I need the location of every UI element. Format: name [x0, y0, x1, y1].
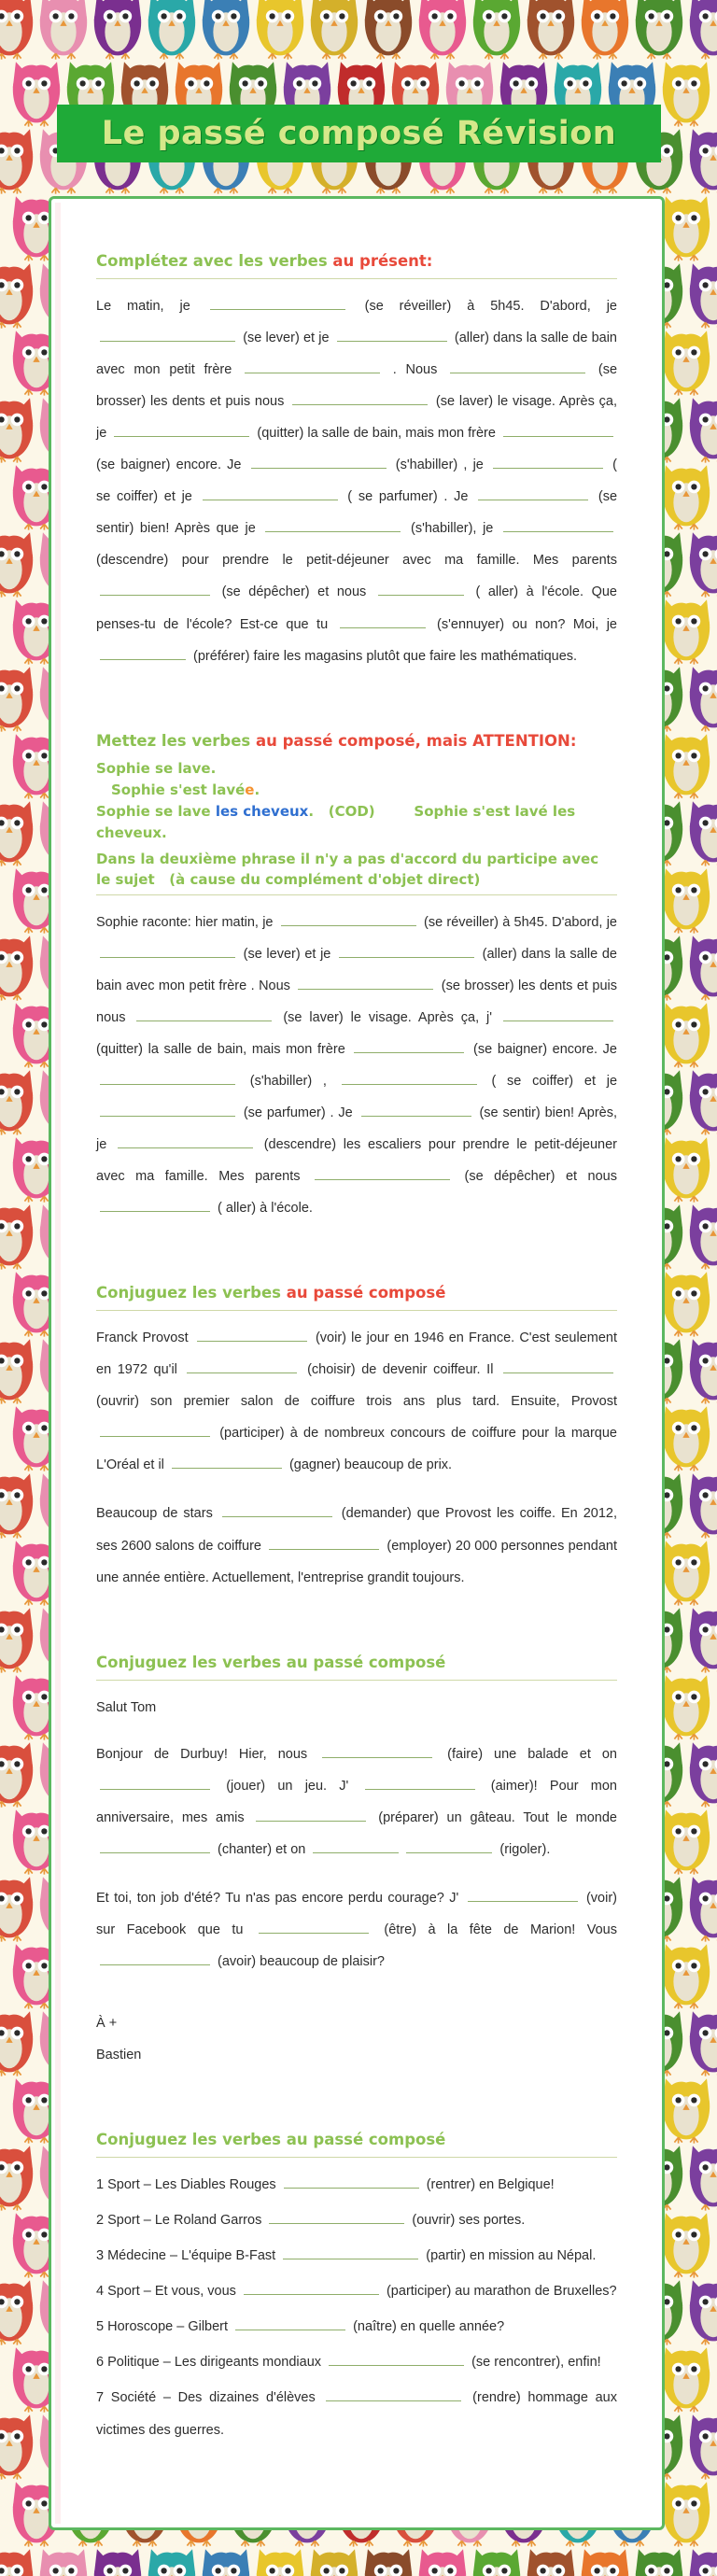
exercise-text: (s'habiller) ,	[239, 1073, 338, 1089]
section-divider	[96, 894, 617, 895]
exercise-text: (préparer) un gâteau. Tout le monde	[370, 1809, 617, 1825]
exercise-text: (rigoler).	[496, 1841, 551, 1857]
answer-blank[interactable]	[503, 423, 613, 437]
answer-blank[interactable]	[100, 328, 235, 342]
section-heading	[96, 250, 617, 273]
answer-blank[interactable]	[100, 582, 210, 596]
exercise-text: 7 Société – Des dizaines d'élèves	[96, 2390, 323, 2406]
exercise-text: 2 Sport – Le Roland Garros	[96, 2213, 266, 2229]
exercise-paragraph	[96, 290, 617, 672]
exercise-text: (demander) que Provost les coiffe. En 2012, ses 2600 salons de coiffure	[96, 1506, 617, 1554]
answer-blank[interactable]	[235, 2316, 345, 2330]
exercise-text: 6 Politique – Les dirigeants mondiaux	[96, 2355, 326, 2371]
answer-blank[interactable]	[100, 943, 235, 957]
answer-blank[interactable]	[292, 391, 428, 405]
answer-blank[interactable]	[493, 455, 603, 469]
exercise-text: (se brosser) les dents et puis nous	[96, 362, 618, 410]
example-text-tail: .	[254, 781, 260, 798]
answer-blank[interactable]	[468, 1888, 578, 1902]
exercise-text: (être) à la fête de Marion! Vous	[372, 1921, 617, 1937]
exercise-text: (se laver) le visage. Après ça, je	[96, 394, 617, 442]
exercise-text: ( se parfumer) . Je	[341, 489, 475, 505]
exercise-text: (se rencontrer), enfin!	[468, 2355, 601, 2371]
exercise-text: (se baigner) encore. Je	[468, 1041, 617, 1057]
answer-blank[interactable]	[100, 1198, 210, 1212]
exercise-text: Sophie raconte: hier matin, je	[96, 914, 277, 930]
exercise-text: (partir) en mission au Népal.	[422, 2248, 597, 2264]
list-item	[96, 2311, 617, 2343]
section-heading-plain: Conjuguez les verbes	[96, 1284, 287, 1302]
exercise-paragraph	[96, 1322, 617, 1481]
answer-blank[interactable]	[256, 1808, 366, 1822]
exercise-text: ( se coiffer) et je	[480, 1073, 618, 1089]
answer-blank[interactable]	[244, 2281, 379, 2295]
exercise-text: (employer) 20 000 personnes pendant une année entière. Actuellement, l'entreprise grandit toujours.	[96, 1538, 617, 1585]
example-text: Sophie se lave.	[96, 759, 217, 777]
exercise-paragraph	[96, 1498, 617, 1593]
exercise-text: (aller) dans la salle de bain avec mon petit frère . Nous	[96, 946, 617, 993]
exercise-text: Bonjour de Durbuy! Hier, nous	[96, 1746, 319, 1762]
example-text: Sophie s'est lavé	[111, 781, 246, 798]
exercise-text: ( aller) à l'école.	[214, 1201, 313, 1217]
exercise-text: (ouvrir) son premier salon de coiffure trois ans plus tard. Ensuite, Provost	[96, 1394, 617, 1410]
spacer	[96, 672, 617, 730]
answer-blank[interactable]	[100, 1775, 210, 1789]
answer-blank[interactable]	[100, 1951, 210, 1965]
exercise-text: (se réveiller) à 5h45. D'abord, je	[419, 914, 617, 930]
exercise-text: (aimer)! Pour mon anniversaire, mes amis	[96, 1778, 617, 1825]
exercise-text: (se brosser) les dents et puis nous	[96, 978, 617, 1025]
exercise-text: (rendre) hommage aux victimes des guerres.	[96, 2390, 617, 2438]
answer-blank[interactable]	[337, 328, 447, 342]
section-divider	[96, 1680, 617, 1681]
section-heading-plain: Mettez les verbes	[96, 731, 256, 750]
answer-blank[interactable]	[450, 359, 585, 373]
answer-blank[interactable]	[284, 2175, 419, 2189]
answer-blank[interactable]	[281, 911, 416, 925]
answer-blank[interactable]	[100, 645, 186, 659]
answer-blank[interactable]	[283, 2245, 418, 2259]
answer-blank[interactable]	[503, 1359, 613, 1373]
exercise-text: (choisir) de devenir coiffeur. Il	[301, 1362, 499, 1378]
page-title: Le passé composé Révision	[101, 115, 617, 152]
exercise-text: ( se coiffer) et je	[96, 457, 618, 505]
example-text: Sophie se lave	[96, 803, 216, 821]
answer-blank[interactable]	[269, 2210, 404, 2224]
section-heading	[96, 730, 617, 753]
answer-blank[interactable]	[365, 1775, 475, 1789]
answer-blank[interactable]	[298, 976, 433, 990]
exercise-text: Beaucoup de stars	[96, 1506, 218, 1522]
answer-blank[interactable]	[342, 1071, 477, 1085]
exercise-text: (aller) dans la salle de bain avec mon petit frère	[96, 330, 617, 378]
exercise-text: (descendre) les escaliers pour prendre le petit-déjeuner avec ma famille. Mes parents	[96, 1137, 617, 1185]
exercise-text: (ouvrir) ses portes.	[408, 2213, 526, 2229]
answer-blank[interactable]	[203, 486, 338, 500]
answer-blank[interactable]	[210, 296, 345, 310]
answer-blank[interactable]	[361, 1103, 471, 1117]
exercise-text: Franck Provost	[96, 1330, 193, 1346]
exercise-text: (participer) au marathon de Bruxelles?	[382, 2284, 617, 2300]
answer-blank[interactable]	[259, 1920, 369, 1934]
list-item	[96, 2346, 617, 2378]
exercise-text: (voir) le jour en 1946 en France. C'est seulement en 1972 qu'il	[96, 1330, 617, 1378]
exercise-text: (chanter) et on	[214, 1841, 310, 1857]
answer-blank[interactable]	[503, 518, 613, 532]
answer-blank[interactable]	[100, 1103, 235, 1117]
list-item	[96, 2169, 617, 2201]
exercise-text: 5 Horoscope – Gilbert	[96, 2319, 232, 2335]
spacer	[96, 1224, 617, 1282]
answer-blank[interactable]	[251, 455, 387, 469]
answer-blank[interactable]	[313, 1839, 399, 1853]
section-heading	[96, 1282, 617, 1304]
answer-blank[interactable]	[245, 359, 380, 373]
exercise-paragraph	[96, 1738, 617, 1865]
exercise-text: (s'habiller), je	[404, 521, 499, 537]
exercise-paragraph	[96, 1882, 617, 1978]
exercise-text: (voir) sur Facebook que tu	[96, 1890, 617, 1937]
exercise-text: (se dépêcher) et nous	[214, 584, 374, 600]
section-heading-accent: au passé composé	[286, 1284, 446, 1302]
answer-blank[interactable]	[100, 1839, 210, 1853]
exercise-text: (préférer) faire les magasins plutôt que faire les mathématiques.	[190, 648, 578, 664]
answer-blank[interactable]	[100, 1423, 210, 1437]
exercise-text: (se laver) le visage. Après ça, j'	[275, 1009, 499, 1025]
exercise-text: (rentrer) en Belgique!	[422, 2177, 555, 2193]
answer-blank[interactable]	[478, 486, 588, 500]
answer-blank[interactable]	[339, 943, 474, 957]
exercise-text: (faire) une balade et on	[436, 1746, 617, 1762]
exercise-text: (se baigner) encore. Je	[96, 457, 247, 473]
agreement-marker: e	[245, 781, 255, 798]
answer-blank[interactable]	[265, 518, 401, 532]
title-banner	[57, 105, 661, 162]
section-divider	[96, 1310, 617, 1311]
exercise-text: (se lever) et je	[239, 330, 333, 345]
letter-signature: Bastien	[96, 2048, 142, 2063]
exercise-text: (naître) en quelle année?	[349, 2319, 505, 2335]
example-text-tail: .	[308, 803, 329, 821]
exercise-text: (jouer) un jeu. J'	[214, 1778, 361, 1794]
answer-blank[interactable]	[315, 1166, 450, 1180]
list-item	[96, 2204, 617, 2236]
exercise-text: (se sentir) bien! Après que je	[96, 489, 618, 537]
answer-blank[interactable]	[378, 582, 464, 596]
direct-object-highlight: les cheveux	[215, 803, 309, 821]
section-heading-accent: au présent:	[332, 252, 433, 270]
spacer	[96, 2071, 617, 2129]
answer-blank[interactable]	[329, 2352, 464, 2366]
section-divider	[96, 278, 617, 279]
exercise-text: (quitter) la salle de bain, mais mon frère	[96, 1041, 351, 1057]
exercise-text: Le matin, je	[96, 298, 206, 314]
answer-blank[interactable]	[269, 1535, 379, 1549]
exercise-text: (se lever) et je	[239, 946, 336, 962]
grammar-note	[96, 849, 617, 891]
exercise-text: (avoir) beaucoup de plaisir?	[214, 1954, 385, 1969]
section-heading	[96, 2129, 617, 2151]
exercise-text: (s'habiller) , je	[389, 457, 490, 473]
exercise-text: . Nous	[384, 362, 447, 378]
letter-salutation: Salut Tom	[96, 1699, 157, 1715]
example-line	[96, 801, 617, 845]
worksheet-card	[49, 196, 665, 2530]
answer-blank[interactable]	[136, 1007, 272, 1021]
exercise-paragraph	[96, 907, 617, 1225]
exercise-text: 1 Sport – Les Diables Rouges	[96, 2177, 280, 2193]
example-answer: Sophie s'est lavé les cheveux.	[96, 803, 576, 842]
answer-blank[interactable]	[222, 1503, 332, 1517]
example-line	[96, 758, 617, 780]
exercise-text: 4 Sport – Et vous, vous	[96, 2284, 240, 2300]
exercise-text: (gagner) beaucoup de prix.	[285, 1457, 453, 1473]
grammar-note-line2: (à cause du complément d'objet direct)	[169, 871, 481, 889]
exercise-text: (participer) à de nombreux concours de coiffure pour la marque L'Oréal et il	[96, 1426, 617, 1473]
answer-blank[interactable]	[406, 1839, 492, 1853]
section-heading	[96, 1652, 617, 1674]
section-divider	[96, 2157, 617, 2158]
list-item	[96, 2240, 617, 2272]
exercise-text: (se réveiller) à 5h45. D'abord, je	[348, 298, 617, 314]
exercise-text: (se parfumer) . Je	[239, 1105, 358, 1120]
section-heading-plain: Conjuguez les verbes au passé composé	[96, 2131, 446, 2149]
spacer	[96, 1978, 617, 2007]
answer-blank[interactable]	[322, 1743, 432, 1757]
exercise-text: (quitter) la salle de bain, mais mon frère	[253, 426, 499, 442]
example-line	[96, 780, 617, 801]
exercise-text: Et toi, ton job d'été? Tu n'as pas encore perdu courage? J'	[96, 1890, 464, 1906]
exercise-text: (s'ennuyer) ou non? Moi, je	[429, 616, 617, 632]
exercise-text: 3 Médecine – L'équipe B-Fast	[96, 2248, 280, 2264]
answer-blank[interactable]	[503, 1007, 613, 1021]
answer-blank[interactable]	[326, 2387, 461, 2401]
sections-container	[96, 250, 617, 2446]
section-heading-accent: au passé composé, mais ATTENTION:	[256, 731, 577, 750]
answer-blank[interactable]	[118, 1134, 253, 1148]
grammar-note-line1: Dans la deuxième phrase il n'y a pas d'accord du participe avec le sujet	[96, 850, 599, 889]
answer-blank[interactable]	[354, 1039, 464, 1053]
letter-signoff: À +	[96, 2016, 118, 2032]
answer-blank[interactable]	[197, 1328, 307, 1342]
list-item	[96, 2382, 617, 2445]
spacer	[96, 1724, 617, 1738]
exercise-text: (se sentir) bien! Après, je	[96, 1105, 618, 1153]
answer-blank[interactable]	[172, 1455, 282, 1469]
exercise-text: (descendre) pour prendre le petit-déjeuner avec ma famille. Mes parents	[96, 553, 617, 569]
list-item	[96, 2275, 617, 2307]
answer-blank[interactable]	[187, 1359, 297, 1373]
answer-blank[interactable]	[340, 613, 426, 627]
answer-blank[interactable]	[100, 1071, 235, 1085]
spacer	[96, 1594, 617, 1652]
section-heading-plain: Conjuguez les verbes au passé composé	[96, 1653, 446, 1671]
cod-tag: (COD)	[328, 803, 415, 821]
exercise-text: (se dépêcher) et nous	[454, 1169, 617, 1185]
section-heading-plain: Complétez avec les verbes	[96, 252, 333, 270]
exercise-text: ( aller) à l'école. Que penses-tu de l'école? Est-ce que tu	[96, 584, 617, 632]
answer-blank[interactable]	[114, 423, 249, 437]
